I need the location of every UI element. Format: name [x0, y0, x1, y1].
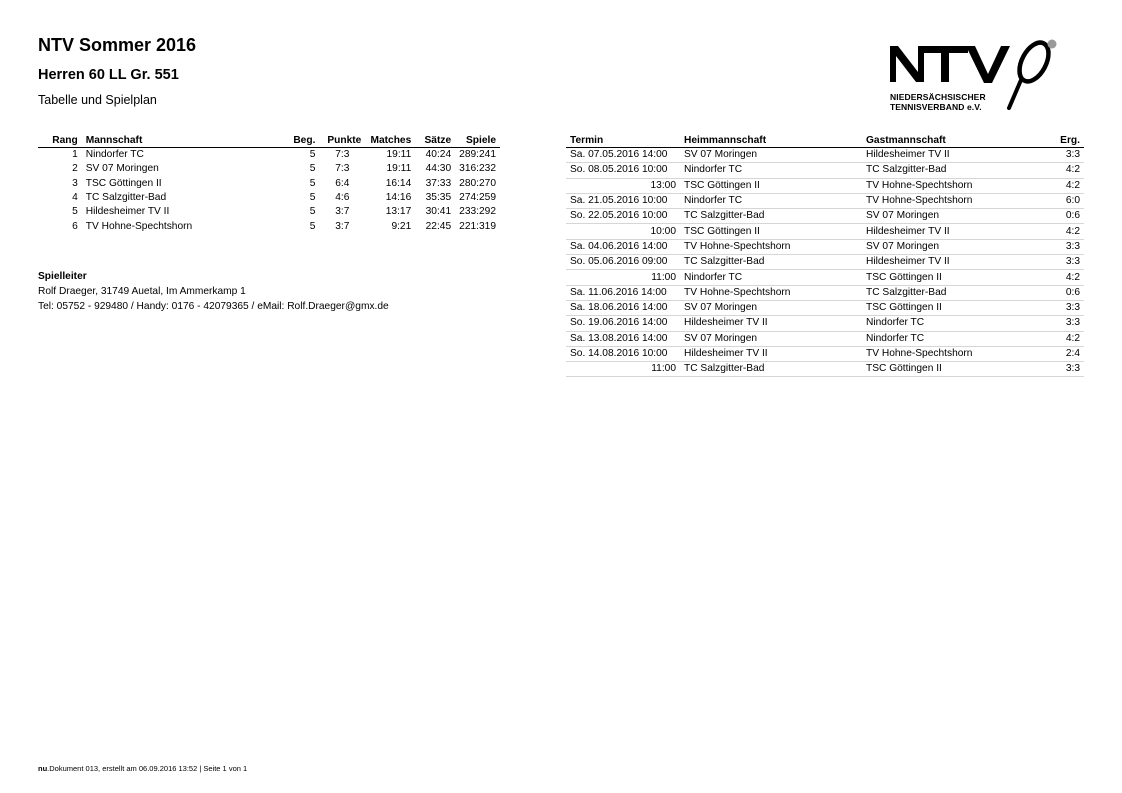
schedule-cell-erg: 3:3 — [1038, 239, 1084, 254]
standings-cell-beg: 5 — [309, 163, 316, 175]
schedule-cell-heim: Nindorfer TC — [680, 163, 862, 178]
page-description: Tabelle und Spielplan — [38, 93, 157, 107]
schedule-cell-heim: TC Salzgitter-Bad — [680, 209, 862, 224]
logo-text-line1: NIEDERSÄCHSISCHER — [890, 92, 986, 102]
schedule-cell-heim: TC Salzgitter-Bad — [680, 255, 862, 270]
schedule-cell-erg: 4:2 — [1038, 163, 1084, 178]
standings-cell-beg: 5 — [309, 149, 316, 161]
schedule-row — [566, 270, 1084, 285]
col-rang: Rang — [38, 133, 82, 148]
standings-cell-beg: 5 — [309, 177, 316, 189]
standings-row — [38, 177, 500, 191]
schedule-cell-termin: Sa. 21.05.2016 10:00 — [566, 193, 680, 208]
schedule-cell-erg: 3:3 — [1038, 316, 1084, 331]
footer-brand: nu — [38, 764, 48, 773]
standings-cell-punkte: 3:7 — [335, 206, 350, 218]
schedule-cell-erg: 4:2 — [1038, 178, 1084, 193]
schedule-cell-heim: TSC Göttingen II — [680, 178, 862, 193]
col-mannschaft: Mannschaft — [82, 133, 280, 148]
schedule-cell-heim: SV 07 Moringen — [680, 148, 862, 163]
schedule-cell-termin: Sa. 13.08.2016 14:00 — [566, 331, 680, 346]
standings-row — [38, 162, 500, 176]
col-heimmannschaft: Heimmannschaft — [680, 133, 862, 148]
schedule-cell-heim: TV Hohne-Spechtshorn — [680, 239, 862, 254]
schedule-cell-erg: 3:3 — [1038, 148, 1084, 163]
page-title: NTV Sommer 2016 — [38, 35, 197, 55]
schedule-cell-heim: Hildesheimer TV II — [680, 316, 862, 331]
schedule-row — [566, 255, 1084, 270]
standings-cell-spiele: 233:292 — [459, 206, 496, 218]
schedule-cell-erg: 3:3 — [1038, 362, 1084, 377]
schedule-cell-heim: Nindorfer TC — [680, 193, 862, 208]
standings-cell-spiele: 221:319 — [459, 220, 496, 232]
col-spiele: Spiele — [455, 133, 500, 148]
schedule-cell-heim: TV Hohne-Spechtshorn — [680, 285, 862, 300]
schedule-cell-gast: Nindorfer TC — [862, 316, 1038, 331]
schedule-row — [566, 346, 1084, 361]
standings-cell-saetze: 40:24 — [425, 149, 452, 161]
col-punkte: Punkte — [319, 133, 365, 148]
schedule-row — [566, 331, 1084, 346]
standings-cell-saetze: 35:35 — [425, 192, 452, 204]
schedule-cell-heim: Hildesheimer TV II — [680, 346, 862, 361]
schedule-cell-erg: 3:3 — [1038, 255, 1084, 270]
schedule-cell-gast: TSC Göttingen II — [862, 270, 1038, 285]
schedule-row — [566, 193, 1084, 208]
schedule-cell-gast: Hildesheimer TV II — [862, 224, 1038, 239]
schedule-cell-termin: So. 14.08.2016 10:00 — [566, 346, 680, 361]
schedule-cell-erg: 4:2 — [1038, 331, 1084, 346]
col-gastmannschaft: Gastmannschaft — [862, 133, 1038, 148]
standings-cell-saetze: 22:45 — [425, 220, 452, 232]
standings-cell-spiele: 274:259 — [459, 192, 496, 204]
schedule-cell-gast: Nindorfer TC — [862, 331, 1038, 346]
col-beg: Beg. — [280, 133, 320, 148]
schedule-cell-termin: 10:00 — [566, 224, 680, 239]
standings-cell-rang: 3 — [72, 177, 78, 189]
col-matches: Matches — [365, 133, 415, 148]
schedule-cell-erg: 4:2 — [1038, 224, 1084, 239]
col-termin: Termin — [566, 133, 680, 148]
standings-cell-punkte: 4:6 — [335, 192, 350, 204]
schedule-row — [566, 285, 1084, 300]
standings-cell-saetze: 37:33 — [425, 177, 452, 189]
schedule-row — [566, 148, 1084, 163]
standings-cell-spiele: 289:241 — [459, 149, 496, 161]
standings-cell-team: TSC Göttingen II — [85, 177, 162, 189]
standings-cell-team: Hildesheimer TV II — [85, 206, 170, 218]
schedule-cell-gast: SV 07 Moringen — [862, 239, 1038, 254]
spielleiter-heading: Spielleiter — [38, 271, 87, 282]
logo-text-line2: TENNISVERBAND e.V. — [890, 102, 982, 112]
schedule-cell-termin: Sa. 07.05.2016 14:00 — [566, 148, 680, 163]
schedule-cell-erg: 6:0 — [1038, 193, 1084, 208]
schedule-cell-erg: 3:3 — [1038, 300, 1084, 315]
standings-cell-rang: 2 — [72, 163, 78, 175]
standings-header-row — [38, 133, 500, 148]
footer — [38, 764, 247, 773]
schedule-row — [566, 178, 1084, 193]
schedule-cell-gast: TV Hohne-Spechtshorn — [862, 193, 1038, 208]
col-saetze: Sätze — [415, 133, 455, 148]
standings-cell-beg: 5 — [309, 192, 316, 204]
standings-cell-rang: 5 — [72, 206, 78, 218]
standings-cell-punkte: 6:4 — [335, 177, 350, 189]
schedule-table — [566, 133, 1084, 377]
schedule-header-row — [566, 133, 1084, 148]
schedule-cell-erg: 2:4 — [1038, 346, 1084, 361]
standings-cell-punkte: 3:7 — [335, 220, 350, 232]
standings-cell-saetze: 44:30 — [425, 163, 452, 175]
schedule-cell-erg: 0:6 — [1038, 209, 1084, 224]
standings-table — [38, 133, 500, 234]
ntv-logo — [888, 38, 1060, 118]
standings-cell-saetze: 30:41 — [425, 206, 452, 218]
standings-cell-rang: 6 — [72, 220, 78, 232]
standings-row — [38, 205, 500, 219]
standings-cell-matches: 19:11 — [386, 149, 412, 161]
schedule-cell-termin: 13:00 — [566, 178, 680, 193]
schedule-row — [566, 316, 1084, 331]
schedule-cell-termin: So. 22.05.2016 10:00 — [566, 209, 680, 224]
standings-cell-punkte: 7:3 — [335, 163, 350, 175]
schedule-cell-gast: TV Hohne-Spechtshorn — [862, 178, 1038, 193]
standings-cell-rang: 4 — [72, 192, 78, 204]
standings-cell-punkte: 7:3 — [335, 149, 350, 161]
schedule-cell-termin: Sa. 18.06.2016 14:00 — [566, 300, 680, 315]
schedule-cell-gast: TC Salzgitter-Bad — [862, 285, 1038, 300]
schedule-cell-gast: SV 07 Moringen — [862, 209, 1038, 224]
schedule-row — [566, 163, 1084, 178]
schedule-cell-termin: So. 08.05.2016 10:00 — [566, 163, 680, 178]
schedule-cell-gast: Hildesheimer TV II — [862, 255, 1038, 270]
schedule-cell-termin: So. 19.06.2016 14:00 — [566, 316, 680, 331]
page-subtitle: Herren 60 LL Gr. 551 — [38, 67, 179, 83]
standings-cell-beg: 5 — [309, 206, 316, 218]
schedule-cell-gast: TC Salzgitter-Bad — [862, 163, 1038, 178]
schedule-cell-gast: Hildesheimer TV II — [862, 148, 1038, 163]
schedule-cell-heim: SV 07 Moringen — [680, 300, 862, 315]
standings-cell-matches: 16:14 — [385, 177, 412, 189]
standings-cell-spiele: 316:232 — [459, 163, 496, 175]
standings-cell-rang: 1 — [72, 149, 78, 161]
col-ergebnis: Erg. — [1038, 133, 1084, 148]
schedule-cell-erg: 4:2 — [1038, 270, 1084, 285]
schedule-row — [566, 209, 1084, 224]
schedule-cell-termin: So. 05.06.2016 09:00 — [566, 255, 680, 270]
schedule-cell-heim: TC Salzgitter-Bad — [680, 362, 862, 377]
schedule-cell-termin: Sa. 04.06.2016 14:00 — [566, 239, 680, 254]
spielleiter-contact: Tel: 05752 - 929480 / Handy: 0176 - 42079365 / eMail: Rolf.Draeger@gmx.de — [38, 301, 389, 312]
schedule-cell-termin: Sa. 11.06.2016 14:00 — [566, 285, 680, 300]
schedule-row — [566, 300, 1084, 315]
standings-cell-matches: 14:16 — [385, 192, 412, 204]
standings-row — [38, 219, 500, 233]
standings-row — [38, 148, 500, 163]
standings-cell-spiele: 280:270 — [459, 177, 496, 189]
schedule-cell-heim: Nindorfer TC — [680, 270, 862, 285]
schedule-cell-gast: TSC Göttingen II — [862, 300, 1038, 315]
footer-text: .Dokument 013, erstellt am 06.09.2016 13:52 | Seite 1 von 1 — [47, 764, 248, 773]
schedule-cell-termin: 11:00 — [566, 362, 680, 377]
spielleiter-address: Rolf Draeger, 31749 Auetal, Im Ammerkamp 1 — [38, 286, 246, 297]
schedule-cell-termin: 11:00 — [566, 270, 680, 285]
standings-row — [38, 191, 500, 205]
standings-cell-matches: 19:11 — [386, 163, 412, 175]
standings-cell-team: TV Hohne-Spechtshorn — [85, 220, 193, 232]
standings-cell-beg: 5 — [309, 220, 316, 232]
standings-cell-team: TC Salzgitter-Bad — [85, 192, 167, 204]
standings-cell-team: SV 07 Moringen — [85, 163, 159, 175]
schedule-cell-erg: 0:6 — [1038, 285, 1084, 300]
schedule-cell-heim: SV 07 Moringen — [680, 331, 862, 346]
schedule-row — [566, 362, 1084, 377]
standings-cell-matches: 9:21 — [391, 220, 412, 232]
schedule-row — [566, 239, 1084, 254]
schedule-cell-gast: TSC Göttingen II — [862, 362, 1038, 377]
schedule-cell-heim: TSC Göttingen II — [680, 224, 862, 239]
standings-cell-team: Nindorfer TC — [85, 149, 144, 161]
standings-cell-matches: 13:17 — [385, 206, 412, 218]
schedule-cell-gast: TV Hohne-Spechtshorn — [862, 346, 1038, 361]
schedule-row — [566, 224, 1084, 239]
